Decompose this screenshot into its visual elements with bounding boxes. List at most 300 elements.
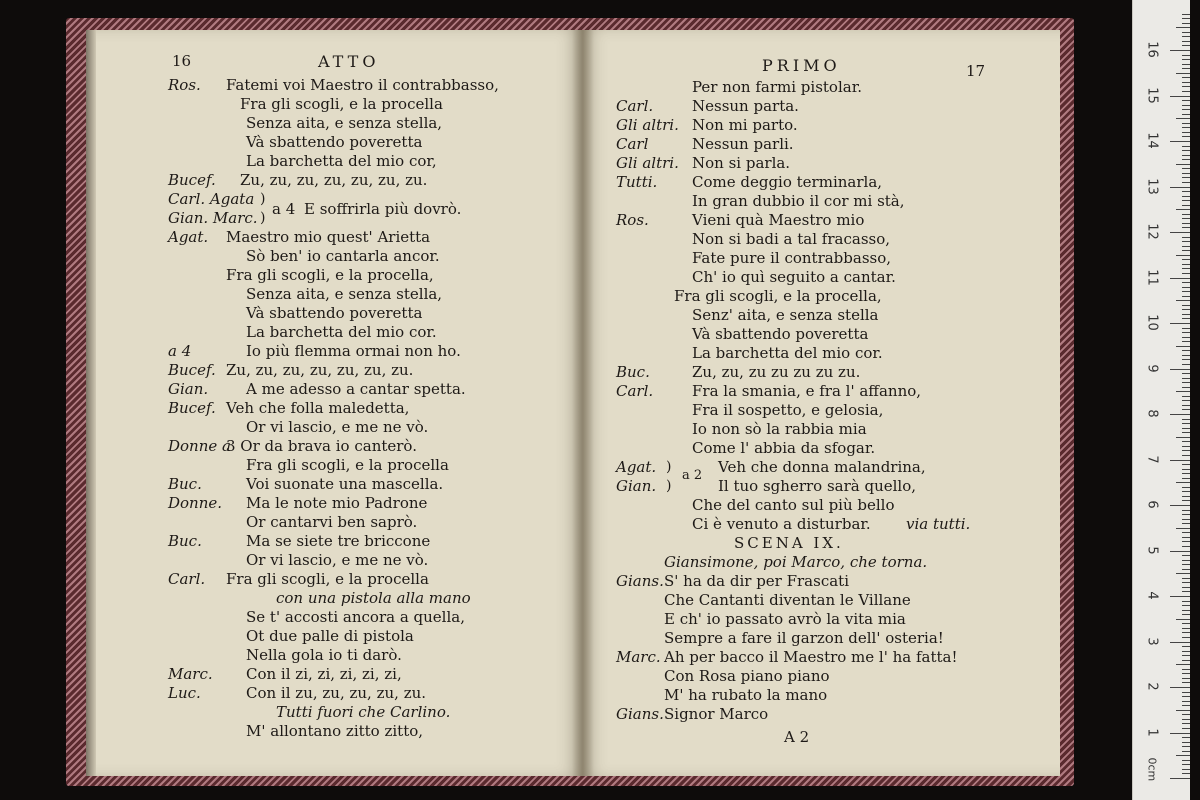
ruler-tick [1182,136,1190,137]
signature-mark: A 2 [784,728,810,746]
verse-text: Ma se siete tre briccone [246,532,431,550]
ruler-tick [1182,469,1190,470]
verse-text: Con il zu, zu, zu, zu, zu. [246,684,427,702]
ruler-tick [1182,742,1190,743]
verse-line [168,684,568,703]
ruler-tick [1182,769,1190,770]
verse-line [168,380,568,399]
ruler-tick [1182,341,1190,342]
verse-line [616,686,1046,705]
verse-line [616,287,1046,306]
ruler-tick [1182,32,1190,33]
speaker-label: Gians. [616,572,664,590]
ruler-tick [1170,596,1190,597]
verse-line [168,513,568,532]
ruler-tick [1170,278,1190,279]
verse-text: Veh che folla maledetta, [226,399,410,417]
ruler-tick [1176,528,1190,529]
verse-text: Nessun parta. [692,97,799,115]
verse-line [616,591,1046,610]
ruler-tick [1182,591,1190,592]
ruler-number: 16 [1144,41,1160,58]
ruler-number: 14 [1144,132,1160,149]
verse-text: Sempre a fare il garzon dell' osteria! [664,629,944,647]
ruler-tick [1182,400,1190,401]
verse-line [168,323,568,342]
speaker-label: Gli altri. [616,116,679,134]
ruler-tick [1182,705,1190,706]
ruler-tick [1182,491,1190,492]
ruler-tick [1182,564,1190,565]
ruler-tick [1182,223,1190,224]
ruler-tick [1182,287,1190,288]
verse-text: Voi suonate una mascella. [246,475,444,493]
ruler-tick [1182,191,1190,192]
ruler-tick [1182,678,1190,679]
ruler-tick [1182,510,1190,511]
verse-text: S' ha da dir per Frascati [664,572,849,590]
ruler-tick [1182,555,1190,556]
speaker-label: Gian. [168,380,209,398]
ruler-number: 1 [1144,727,1160,737]
verse-line [616,420,1046,439]
ruler-tick [1182,91,1190,92]
speaker-label: Donne. [168,494,223,512]
verse-text: Tutti fuori che Carlino. [276,703,451,721]
page-edges [86,30,96,776]
ruler-tick [1176,164,1190,165]
left-page-text [168,76,568,741]
ruler-tick [1182,582,1190,583]
stage-direction: via tutti. [906,515,971,533]
speaker-label: Agat. [616,458,657,476]
ruler-tick [1182,455,1190,456]
verse-text: Senz' aita, e senza stella [692,306,879,324]
ruler-tick [1170,50,1190,51]
ruler-tick [1182,114,1190,115]
ruler-tick [1182,373,1190,374]
ruler-tick [1182,773,1190,774]
brace-glyph: ) [666,459,672,475]
ruler-tick [1182,719,1190,720]
verse-text: Con il zi, zi, zi, zi, zi, [246,665,402,683]
ruler-number: 9 [1144,363,1160,373]
verse-text: Fra gli scogli, e la procella [240,95,443,113]
verse-line [616,629,1046,648]
ruler-tick [1182,500,1190,501]
ruler-tick [1176,300,1190,301]
verse-text: Io più flemma ormai non ho. [246,342,461,360]
ruler-tick [1182,155,1190,156]
right-page-number: 17 [966,62,986,80]
ruler-tick [1182,692,1190,693]
ruler-tick [1182,364,1190,365]
ruler-tick [1182,696,1190,697]
ruler-tick [1182,723,1190,724]
ruler-tick [1182,264,1190,265]
verse-text: Và sbattendo poveretta [692,325,869,343]
ruler-tick [1182,337,1190,338]
verse-line [616,705,1046,724]
scene-heading: SCENA IX. [734,534,844,552]
verse-text: Or vi lascio, e me ne vò. [246,551,429,569]
left-running-head: ATTO [318,52,380,71]
scene-subtitle: Giansimone, poi Marco, che torna. [664,553,928,571]
ruler-tick [1182,123,1190,124]
ruler-tick [1182,105,1190,106]
verse-line [616,306,1046,325]
verse-text: Nessun parli. [692,135,794,153]
ruler-tick [1182,396,1190,397]
verse-line [168,456,568,475]
speaker-label: Carl. [168,570,206,588]
ruler-tick [1176,346,1190,347]
ruler-tick [1182,36,1190,37]
ruler-tick [1182,18,1190,19]
right-running-head: PRIMO [762,56,841,75]
ruler-tick [1182,259,1190,260]
ruler-tick [1176,209,1190,210]
verse-line [168,570,568,589]
ruler-tick [1182,196,1190,197]
ruler-tick [1182,132,1190,133]
verse-text: Il tuo sgherro sarà quello, [718,477,917,495]
ruler-tick [1182,241,1190,242]
speaker-label: Gians. [616,705,664,723]
ruler-tick [1182,177,1190,178]
ruler-tick [1182,305,1190,306]
verse-line [168,171,568,190]
speaker-label: Marc. [168,665,213,683]
ruler-tick [1176,118,1190,119]
ruler-number: 11 [1144,268,1160,286]
ruler-tick [1182,532,1190,533]
verse-text: Và sbattendo poveretta [246,133,423,151]
verse-text: M' allontano zitto zitto, [246,722,424,740]
verse-text: Ma le note mio Padrone [246,494,428,512]
speaker-label: Buc. [168,475,202,493]
ruler-tick [1182,432,1190,433]
speaker-label: Ros. [168,76,201,94]
scene-heading-row [616,534,1046,553]
speaker-label: Buc. [168,532,202,550]
left-page-number: 16 [172,52,192,70]
ruler-tick [1182,446,1190,447]
verse-text: La barchetta del mio cor, [246,152,437,170]
ruler-tick [1182,328,1190,329]
verse-text: E soffrirla più dovrò. [304,200,462,218]
verse-text: Fra la smania, e fra l' affanno, [692,382,922,400]
ruler-tick [1182,359,1190,360]
ruler-number: 10 [1144,314,1160,331]
ruler-tick [1182,523,1190,524]
ruler-tick [1182,441,1190,442]
verse-text: Fra gli scogli, e la procella, [226,266,434,284]
verse-line [168,532,568,551]
ruler-tick [1182,273,1190,274]
verse-text: Fra gli scogli, e la procella [246,456,449,474]
ruler-tick [1182,519,1190,520]
ruler-tick [1182,159,1190,160]
ruler-tick [1170,96,1190,97]
ruler-tick [1182,537,1190,538]
verse-line [616,515,1046,534]
verse-line [616,268,1046,287]
ruler-number: 8 [1144,409,1160,418]
verse-text: Non si parla. [692,154,791,172]
ruler-tick [1182,127,1190,128]
brace-glyph: ) [260,191,266,207]
ruler-number: 6 [1144,500,1160,509]
ruler-tick [1182,473,1190,474]
verse-line [168,437,568,456]
ruler-tick [1182,387,1190,388]
verse-line [616,610,1046,629]
verse-line [168,266,568,285]
ruler-tick [1182,86,1190,87]
measuring-ruler [1132,0,1190,800]
verse-text: E ch' io passato avrò la vita mia [664,610,906,628]
verse-text: Or cantarvi ben saprò. [246,513,418,531]
ruler-tick [1170,778,1190,779]
ruler-tick [1182,682,1190,683]
verse-line [616,78,1046,97]
speaker-label: Donne a [168,437,231,455]
ruler-tick [1182,487,1190,488]
verse-text: Ot due palle di pistola [246,627,414,645]
verse-line [168,247,568,266]
ruler-tick [1170,141,1190,142]
ruler-tick [1182,218,1190,219]
ruler-tick [1182,150,1190,151]
ruler-tick [1176,664,1190,665]
verse-text: Veh che donna malandrina, [718,458,926,476]
verse-line [168,228,568,247]
brace-glyph: ) [666,478,672,494]
speaker-label: Carl. [616,382,654,400]
verse-line [168,551,568,570]
verse-line [168,399,568,418]
ruler-tick [1182,23,1190,24]
verse-line [168,114,568,133]
ruler-tick [1176,619,1190,620]
ruler-tick [1182,168,1190,169]
ruler-number: 5 [1144,545,1160,555]
verse-line [616,173,1046,192]
verse-text: Non mi parto. [692,116,798,134]
speaker-label: Luc. [168,684,201,702]
ruler-tick [1182,100,1190,101]
ruler-tick [1182,68,1190,69]
speaker-label: Bucef. [168,171,216,189]
ruler-tick [1176,73,1190,74]
verse-line [168,418,568,437]
verse-text: Zu, zu, zu, zu, zu, zu, zu. [226,361,414,379]
ruler-tick [1182,637,1190,638]
verse-text: con una pistola alla mano [276,589,471,607]
verse-line [616,439,1046,458]
verse-text: Maestro mio quest' Arietta [226,228,431,246]
verse-text: Per non farmi pistolar. [692,78,862,96]
ruler-tick [1170,369,1190,370]
verse-line [616,116,1046,135]
verse-text: Con Rosa piano piano [664,667,830,685]
ruler-tick [1182,514,1190,515]
ruler-tick [1182,419,1190,420]
verse-text: Or vi lascio, e me ne vò. [246,418,429,436]
verse-text: Fra il sospetto, e gelosia, [692,401,884,419]
ruler-tick [1182,405,1190,406]
ruler-tick [1182,760,1190,761]
speaker-label: Carl [616,135,649,153]
ruler-tick [1182,237,1190,238]
verse-text: Fatemi voi Maestro il contrabbasso, [226,76,499,94]
verse-text: Come deggio terminarla, [692,173,883,191]
verse-line [168,703,568,722]
ruler-tick [1170,232,1190,233]
ruler-tick [1182,628,1190,629]
ruler-tick [1182,428,1190,429]
ruler-tick [1176,573,1190,574]
ruler-tick [1182,296,1190,297]
speaker-label: Gian. [616,477,657,495]
ruler-tick [1182,227,1190,228]
ruler-tick [1182,318,1190,319]
verse-line [168,285,568,304]
ruler-tick [1176,391,1190,392]
ensemble-label: a 2 [682,468,703,483]
ruler-tick [1182,714,1190,715]
ruler-number: 12 [1144,223,1160,240]
verse-text: La barchetta del mio cor. [246,323,437,341]
ruler-tick [1182,450,1190,451]
ruler-tick [1182,355,1190,356]
verse-text: Ah per bacco il Maestro me l' ha fatta! [664,648,958,666]
ruler-tick [1176,437,1190,438]
verse-line [616,325,1046,344]
ruler-tick [1182,496,1190,497]
ruler-tick [1170,687,1190,688]
verse-line [168,665,568,684]
right-page-text [616,78,1046,724]
ruler-tick [1182,200,1190,201]
ruler-tick [1182,614,1190,615]
verse-line [616,363,1046,382]
book-gutter [572,30,594,776]
verse-line [168,133,568,152]
ruler-tick [1182,182,1190,183]
ruler-tick [1170,323,1190,324]
ruler-tick [1176,710,1190,711]
ruler-tick [1182,610,1190,611]
verse-line [168,152,568,171]
ruler-tick [1182,309,1190,310]
verse-text: Io non sò la rabbia mia [692,420,867,438]
ruler-number: 4 [1144,591,1160,600]
verse-text: Và sbattendo poveretta [246,304,423,322]
verse-text: Se t' accosti ancora a quella, [246,608,465,626]
ruler-number: 2 [1144,682,1160,691]
ruler-unit: 0cm [1145,757,1159,782]
ruler-tick [1182,77,1190,78]
verse-line [168,342,568,361]
verse-text: Ch' io quì seguito a cantar. [692,268,896,286]
ensemble-label: a 4 [272,200,296,218]
verse-line [616,192,1046,211]
verse-line [168,304,568,323]
ruler-tick [1182,632,1190,633]
ruler-tick [1182,560,1190,561]
verse-text: Sò ben' io cantarla ancor. [246,247,440,265]
ruler-tick [1182,282,1190,283]
verse-text: In gran dubbio il cor mi stà, [692,192,905,210]
ruler-tick [1182,737,1190,738]
verse-text: Senza aita, e senza stella, [246,285,443,303]
ruler-tick [1182,601,1190,602]
verse-line [616,249,1046,268]
verse-line [616,135,1046,154]
speaker-label: Carl. [616,97,654,115]
ruler-number: 3 [1144,636,1160,646]
ruler-tick [1182,291,1190,292]
ruler-tick [1182,45,1190,46]
speaker-label: Carl. Agata [168,190,255,208]
scene-subtitle-row [616,553,1046,572]
speaker-label: a 4 [168,342,192,360]
verse-text: Signor Marco [664,705,769,723]
ruler-tick [1182,578,1190,579]
ruler-tick [1182,109,1190,110]
ruler-tick [1182,646,1190,647]
ruler-number: 13 [1144,177,1160,195]
speaker-label: Bucef. [168,399,216,417]
ruler-tick [1170,460,1190,461]
ruler-tick [1182,173,1190,174]
ruler-tick [1182,41,1190,42]
verse-line [168,722,568,741]
ruler-tick [1182,409,1190,410]
verse-line [168,361,568,380]
verse-line [168,589,568,608]
verse-text: Che Cantanti diventan le Villane [664,591,911,609]
ruler-tick [1182,378,1190,379]
ruler-tick [1182,541,1190,542]
ruler-tick [1182,605,1190,606]
verse-line [616,344,1046,363]
verse-text: A me adesso a cantar spetta. [246,380,466,398]
verse-line [168,608,568,627]
speaker-label: Tutti. [616,173,658,191]
verse-line [616,230,1046,249]
verse-text: Senza aita, e senza stella, [246,114,443,132]
ruler-tick [1182,350,1190,351]
verse-text: Che del canto sul più bello [692,496,895,514]
brace-glyph: ) [260,210,266,226]
ruler-tick [1182,314,1190,315]
verse-line [616,401,1046,420]
ruler-tick [1182,746,1190,747]
speaker-label: Bucef. [168,361,216,379]
verse-text: Nella gola io ti darò. [246,646,402,664]
verse-text: Non si badi a tal fracasso, [692,230,891,248]
speaker-label: Gian. Marc. [168,209,258,227]
ruler-tick [1182,478,1190,479]
verse-line [616,154,1046,173]
verse-line [616,382,1046,401]
verse-line [168,475,568,494]
ruler-tick [1182,669,1190,670]
speaker-label: Agat. [168,228,209,246]
